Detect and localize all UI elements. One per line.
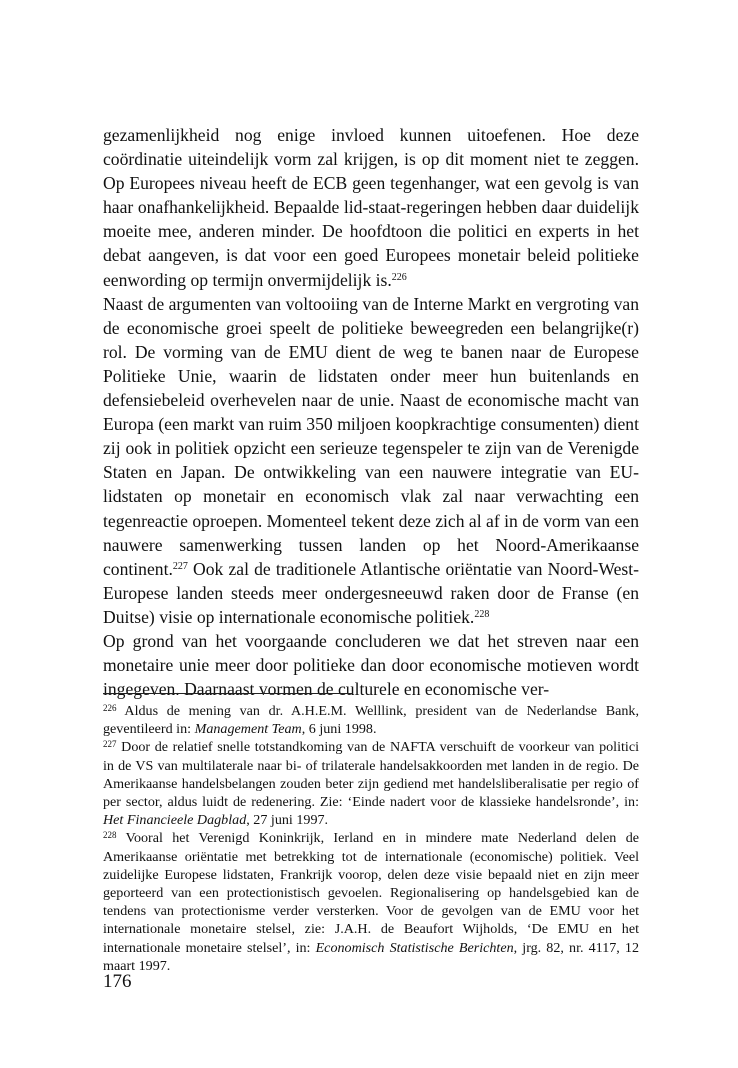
footnote-text: Door de relatief snelle totstandkoming van de NAFTA verschuift de voorkeur van politici in de VS van multilaterale naar bi- of trilaterale handelsakkoorden met landen in de regio. De Amerikaanse handelsbelangen zouden beter zijn gediend met handelsliberalisatie per regio of per sector, aldus luidt de redenering. Zie: ‘Einde nadert voor de klassieke handelsronde’, in: xyxy=(103,739,639,811)
footnote-source: Het Financieele Dagblad xyxy=(103,812,247,829)
footnote-tail: , 27 juni 1997. xyxy=(246,812,329,829)
page-number: 176 xyxy=(103,971,132,992)
footnote-text: Aldus de mening van dr. A.H.E.M. Welllink, president van de Nederlandse Bank, geventileerd in: xyxy=(103,703,639,738)
footnote-source: Economisch Statistische Berichten xyxy=(315,939,514,956)
footnote-number: 227 xyxy=(103,739,117,750)
footnote-separator xyxy=(103,693,353,694)
paragraph-3-text: Op grond van het voorgaande concluderen we dat het streven naar een monetaire unie meer door politieke dan door economische motieven wordt ingegeven. Daarnaast vormen de culturele en economische ver- xyxy=(103,630,639,700)
paragraph-2a-text: Naast de argumenten van voltooiing van de Interne Markt en vergroting van de economische groei speelt de politieke beweegreden een belangrijke(r) rol. De vorming van de EMU dient de weg te banen naar de Europese Politieke Unie, waarin de lidstaten onder meer hun buitenlands en defensiebeleid overhevelen naar de unie. Naast de economische macht van Europa (een markt van ruim 350 miljoen koopkrachtige consumenten) dient zij ook in politiek opzicht een serieuze tegenspeler te zijn van de Verenigde Staten en Japan. De ontwikkeling van een nauwere integratie van EU-lidstaten op monetair en economisch vlak zal naar verwachting een tegenreactie oproepen. Momenteel tekent deze zich al af in de vorm van een nauwere samenwerking tussen landen op het Noord-Amerikaanse continent. xyxy=(103,293,639,579)
footnote-source: Management Team xyxy=(194,721,302,738)
paragraph-2b-text: Ook zal de traditionele Atlantische oriëntatie van Noord-West-Europese landen steeds meer ondergesneeuwd raken door de Franse (en Duitse) visie op internationale economische politiek. xyxy=(103,558,639,627)
footnote-ref-228: 228 xyxy=(474,608,490,620)
footnote-ref-226: 226 xyxy=(391,271,407,283)
body-text xyxy=(103,123,639,701)
footnote-tail: , 6 juni 1998. xyxy=(301,721,377,738)
footnote-ref-227: 227 xyxy=(172,560,188,572)
paragraph-3 xyxy=(103,629,639,701)
footnote-228 xyxy=(103,829,639,975)
footnote-text: Vooral het Verenigd Koninkrijk, Ierland en in mindere mate Nederland delen de Amerikaanse oriëntatie met betrekking tot de internationale (economische) politiek. Veel zuidelijke Europese lidstaten, Frankrijk voorop, delen deze visie bepaald niet en zijn meer geporteerd van een protectionistisch gevoelen. Regionalisering op handelsgebied kan de tendens van protectionisme verder versterken. Voor de gevolgen van de EMU voor het internationale monetaire stelsel, zie: J.A.H. de Beaufort Wijholds, ‘De EMU en het internationale monetaire stelsel’, in: xyxy=(103,830,639,956)
footnote-number: 226 xyxy=(103,703,117,713)
paragraph-1 xyxy=(103,123,639,292)
footnote-226 xyxy=(103,702,639,738)
footnote-227 xyxy=(103,738,639,829)
paragraph-2 xyxy=(103,292,639,629)
paragraph-1-text: gezamenlijkheid nog enige invloed kunnen uitoefenen. Hoe deze coördinatie uiteindelijk vorm zal krijgen, is op dit moment niet te zeggen. Op Europees niveau heeft de ECB geen tegenhanger, wat een gevolg is van haar onafhankelijkheid. Bepaalde lid-staat-regeringen hebben daar duidelijk moeite mee, anderen minder. De hoofdtoon die politici en experts in het debat aangeven, is dat voor een goed Europees monetair beleid politieke eenwording op termijn onvermijdelijk is. xyxy=(103,125,639,290)
footnote-tail: , jrg. 82, nr. 4117, 12 maart 1997. xyxy=(103,939,640,974)
footnote-number: 228 xyxy=(103,830,117,841)
footnotes xyxy=(103,702,639,975)
